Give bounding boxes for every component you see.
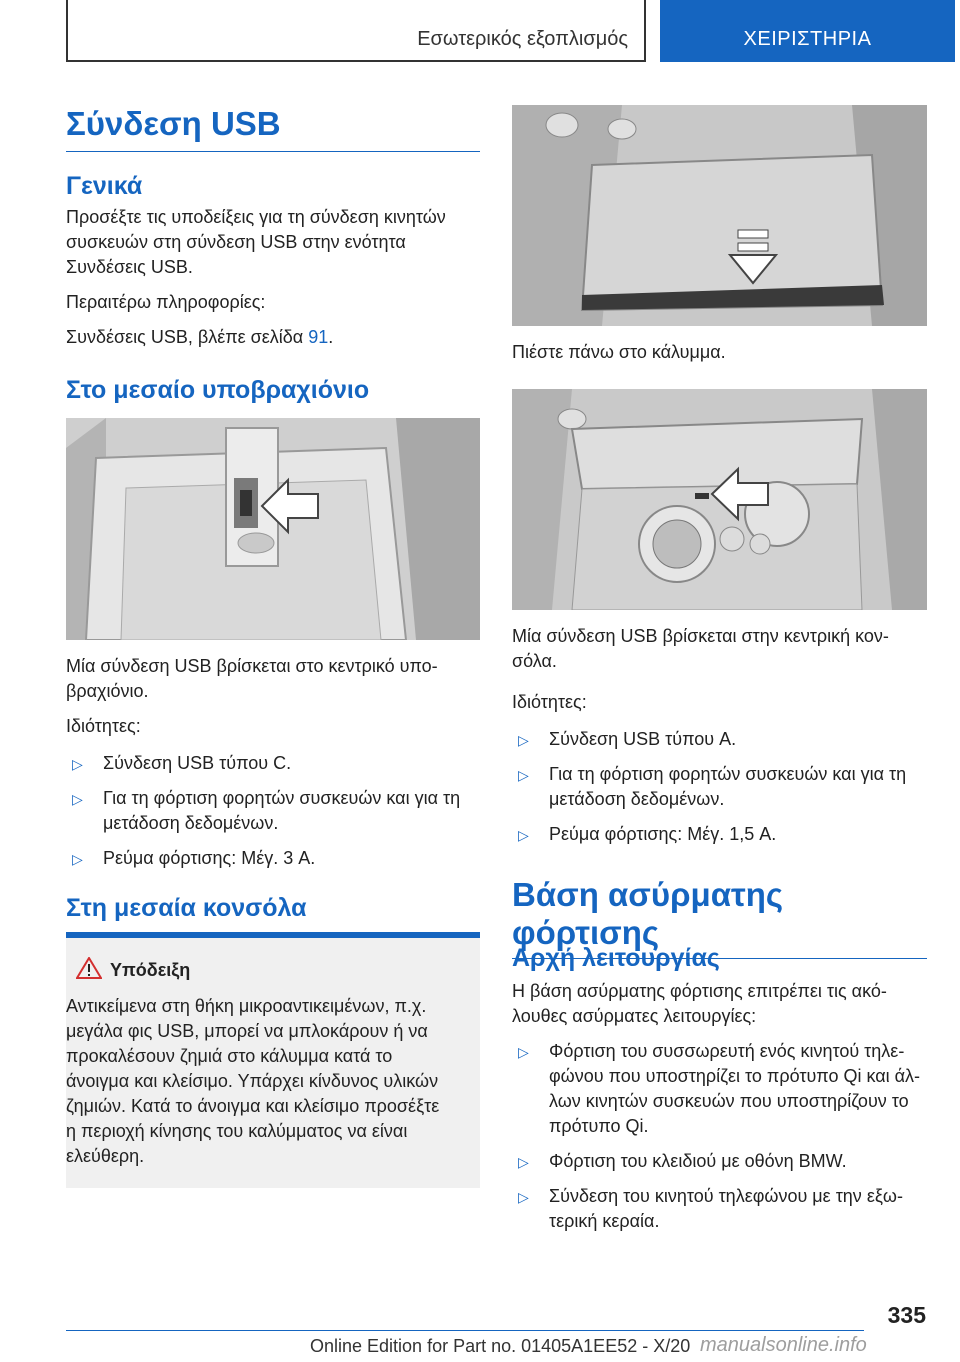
general-heading: Γενικά <box>66 172 143 200</box>
list-item <box>66 846 480 871</box>
triangle-right-icon: ▷ <box>518 1189 529 1205</box>
header-chapter-title: ΧΕΙΡΙΣΤΗΡΙΑ <box>743 28 872 50</box>
triangle-right-icon: ▷ <box>518 827 529 843</box>
principle-text-2: λουθες ασύρματες λειτουργίες: <box>512 1006 757 1026</box>
triangle-right-icon: ▷ <box>72 851 83 867</box>
cross-reference <box>66 325 480 350</box>
press-caption-block <box>512 340 927 365</box>
list-item <box>512 1039 927 1139</box>
list-item-text: τερική κεραία. <box>549 1211 660 1231</box>
console-props-label: Ιδιότητες: <box>512 692 587 712</box>
notice-line: Αντικείμενα στη θήκη μικροαντικειμένων, π.χ. <box>66 996 427 1016</box>
list-item <box>512 822 927 847</box>
notice-line: μεγάλα φις USB, μπορεί να μπλοκάρουν ή να <box>66 1021 428 1041</box>
list-item-text: Για τη φόρτιση φορητών συσκευών και για τη <box>549 764 907 784</box>
triangle-right-icon: ▷ <box>518 1154 529 1170</box>
press-caption: Πιέστε πάνω στο κάλυμμα. <box>512 342 726 362</box>
general-text-1: Προσέξτε τις υποδείξεις για τη σύνδεση κινητών <box>66 207 446 227</box>
console-heading: Στη μεσαία κονσόλα <box>66 894 307 922</box>
ref-end: . <box>328 327 334 347</box>
list-item <box>512 762 927 812</box>
header-section-title: Εσωτερικός εξοπλισμός <box>417 28 628 50</box>
wireless-title: Βάση ασύρματης φόρτισης <box>512 876 784 951</box>
list-item-text: Για τη φόρτιση φορητών συσκευών και για τη <box>103 788 461 808</box>
armrest-usb-photo <box>66 418 480 640</box>
list-item-text: Ρεύμα φόρτισης: Μέγ. 1,5 A. <box>549 824 777 844</box>
armrest-caption-2: βραχιόνιο. <box>66 681 149 701</box>
list-item-text: φώνου που υποστηρίζει το πρότυπο Qi και άλ- <box>549 1066 921 1086</box>
list-item <box>512 1184 927 1234</box>
list-item-text: Φόρτιση του κλειδιού με οθόνη BMW. <box>549 1151 847 1171</box>
list-item-text: λων κινητών συσκευών που υποστηρίζουν το <box>549 1091 909 1111</box>
watermark: manualsonline.info <box>700 1334 867 1356</box>
usb-title-block <box>66 105 480 152</box>
console-heading-block <box>66 894 480 923</box>
triangle-right-icon: ▷ <box>72 791 83 807</box>
general-section <box>66 172 480 350</box>
footer-rule <box>66 1330 864 1331</box>
header-chapter-box <box>660 0 955 62</box>
general-text-3: Συνδέσεις USB. <box>66 257 193 277</box>
armrest-props-label: Ιδιότητες: <box>66 716 141 736</box>
notice-line: ζημιών. Κατά το άνοιγμα και κλείσιμο προσέξτε <box>66 1096 440 1116</box>
list-item-text: Φόρτιση του συσσωρευτή ενός κινητού τηλε- <box>549 1041 905 1061</box>
notice-line: άνοιγμα και κλείσιμο. Υπάρχει κίνδυνος υλικών <box>66 1071 439 1091</box>
console-caption-2: σόλα. <box>512 651 557 671</box>
principle-text-1: Η βάση ασύρματης φόρτισης επιτρέπει τις ακό- <box>512 981 887 1001</box>
armrest-caption-1: Μία σύνδεση USB βρίσκεται στο κεντρικό υπο- <box>66 656 438 676</box>
edition-footer: Online Edition for Part no. 01405A1EE52 - X/20 <box>310 1336 691 1356</box>
principle-heading: Αρχή λειτουργίας <box>512 944 720 972</box>
list-item-text: μετάδοση δεδομένων. <box>549 789 725 809</box>
console-props-list <box>512 727 927 847</box>
list-item <box>512 727 927 752</box>
more-info-label: Περαιτέρω πληροφορίες: <box>66 292 266 312</box>
wireless-functions-list <box>512 1039 927 1234</box>
console-text-block <box>512 624 927 857</box>
page-number: 335 <box>887 1302 926 1328</box>
armrest-text-block <box>66 654 480 881</box>
ref-text: Συνδέσεις USB, βλέπε σελίδα <box>66 327 309 347</box>
ref-page-link[interactable]: 91 <box>308 327 329 347</box>
console-caption-1: Μία σύνδεση USB βρίσκεται στην κεντρική κον- <box>512 626 889 646</box>
list-item-text: Σύνδεση USB τύπου A. <box>549 729 737 749</box>
warning-triangle-icon <box>76 957 102 979</box>
triangle-right-icon: ▷ <box>72 756 83 772</box>
notice-line: προκαλέσουν ζημιά στο κάλυμμα κατά το <box>66 1046 393 1066</box>
triangle-right-icon: ▷ <box>518 1044 529 1060</box>
console-usb-photo <box>512 389 927 610</box>
armrest-heading-block <box>66 376 480 405</box>
list-item <box>66 786 480 836</box>
list-item-text: Σύνδεση USB τύπου C. <box>103 753 292 773</box>
title-rule <box>66 151 480 152</box>
usb-title: Σύνδεση USB <box>66 105 281 142</box>
notice-text <box>66 994 480 1169</box>
principle-section <box>512 944 927 1244</box>
general-text-2: συσκευών στη σύνδεση USB στην ενότητα <box>66 232 406 252</box>
list-item-text: μετάδοση δεδομένων. <box>103 813 279 833</box>
list-item <box>512 1149 927 1174</box>
notice-title: Υπόδειξη <box>110 960 191 980</box>
armrest-heading: Στο μεσαίο υποβραχιόνιο <box>66 376 370 404</box>
list-item-text: Σύνδεση του κινητού τηλεφώνου με την εξω- <box>549 1186 903 1206</box>
press-cover-photo <box>512 105 927 326</box>
armrest-props-list <box>66 751 480 871</box>
triangle-right-icon: ▷ <box>518 767 529 783</box>
list-item <box>66 751 480 776</box>
list-item-text: Ρεύμα φόρτισης: Μέγ. 3 A. <box>103 848 316 868</box>
notice-line: ελεύθερη. <box>66 1146 145 1166</box>
triangle-right-icon: ▷ <box>518 732 529 748</box>
list-item-text: πρότυπο Qi. <box>549 1116 649 1136</box>
header-section-box <box>66 0 646 62</box>
notice-line: η περιοχή κίνησης του καλύμματος να είναι <box>66 1121 408 1141</box>
